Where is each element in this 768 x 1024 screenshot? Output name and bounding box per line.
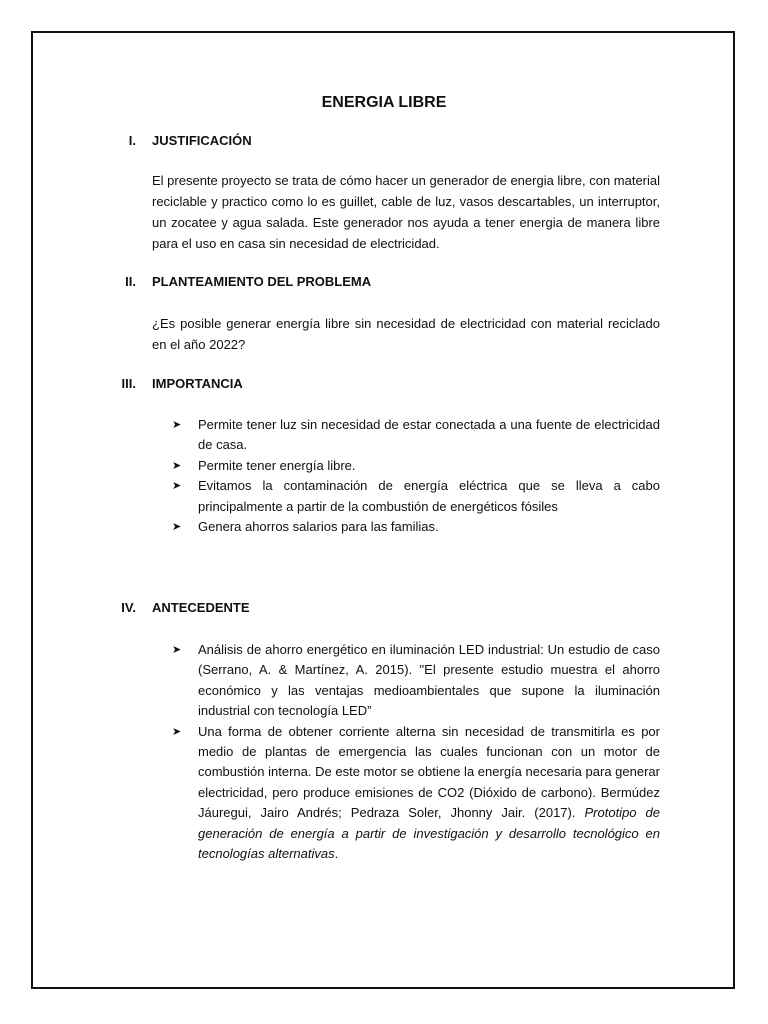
list-item [172, 722, 660, 865]
section-heading-importancia: IMPORTANCIA [152, 376, 243, 391]
importancia-list [172, 415, 660, 537]
list-item-text: Análisis de ahorro energético en iluminación LED industrial: Un estudio de caso (Serrano, A. & Martínez, A. 2015). "El presente estudio muestra el ahorro económico y las ventajas medioambientales que supone la iluminación industrial con tecnología LED” [198, 642, 660, 719]
section-number-2: II. [125, 274, 136, 289]
section-heading-antecedente: ANTECEDENTE [152, 600, 250, 615]
list-item-text: Una forma de obtener corriente alterna sin necesidad de transmitirla es por medio de plantas de emergencia las cuales funcionan con un motor de combustión interna. De este motor se obtiene la energía necesaria para generar electricidad, pero produce emisiones de CO2 (Dióxido de carbono). Bermúdez Jáuregui, Jairo Andrés; Pedraza Soler, Jhonny Jair. (2017). [198, 723, 660, 821]
list-item [172, 517, 660, 537]
list-item-text: Evitamos la contaminación de energía eléctrica que se lleva a cabo principalmente a partir de la combustión de energéticos fósiles [198, 478, 660, 514]
section-number-1: I. [128, 133, 136, 148]
list-item-text: Permite tener energía libre. [198, 457, 356, 473]
document-title: ENERGIA LIBRE [321, 94, 447, 111]
list-item [172, 476, 660, 517]
list-item [172, 456, 660, 476]
list-item [172, 415, 660, 456]
citation-title: Prototipo de generación de energía a partir de investigación y desarrollo tecnológico en tecnologías alternativas [198, 805, 661, 862]
section-heading-planteamiento: PLANTEAMIENTO DEL PROBLEMA [152, 274, 372, 289]
planteamiento-paragraph: ¿Es posible generar energía libre sin necesidad de electricidad con material reciclado en el año 2022? [152, 316, 660, 352]
list-item-text: Permite tener luz sin necesidad de estar conectada a una fuente de electricidad de casa. [198, 417, 660, 453]
arrow-bullet-icon: ➤ [172, 521, 182, 534]
section-number-3: III. [121, 376, 136, 391]
section-number-4: IV. [121, 600, 136, 615]
arrow-bullet-icon: ➤ [172, 644, 182, 656]
arrow-bullet-icon: ➤ [172, 480, 182, 493]
list-item-text: Genera ahorros salarios para las familias. [198, 519, 439, 535]
citation-end: . [334, 846, 339, 862]
justificacion-paragraph: El presente proyecto se trata de cómo hacer un generador de energia libre, con material reciclable y practico como lo es guillet, cable de luz, vasos descartables, un interruptor, un zocatee y agua salada. Este generador nos ayuda a tener energia de manera libre para el uso en casa sin necesidad de electricidad. [152, 173, 661, 251]
section-heading-justificacion: JUSTIFICACIÓN [152, 133, 252, 148]
antecedente-list [172, 640, 660, 864]
arrow-bullet-icon: ➤ [172, 725, 182, 738]
arrow-bullet-icon: ➤ [172, 459, 182, 472]
arrow-bullet-icon: ➤ [172, 419, 182, 431]
list-item [172, 640, 660, 722]
